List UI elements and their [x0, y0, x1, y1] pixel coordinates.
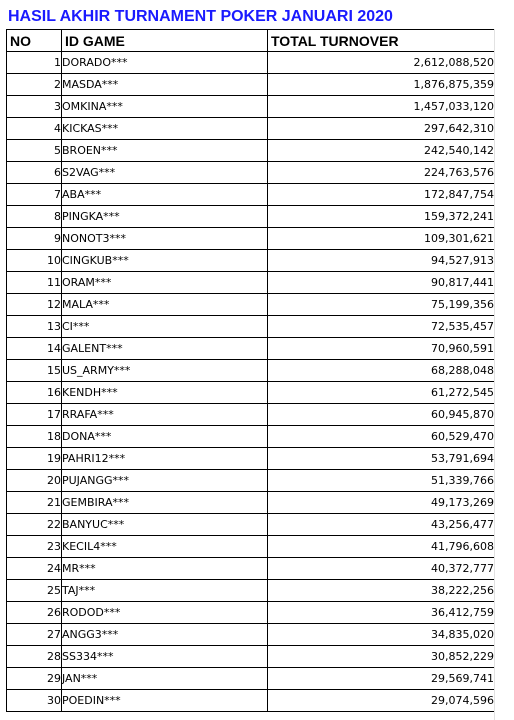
table-row	[7, 74, 495, 96]
id-game-cell[interactable]: BROEN***	[62, 140, 268, 162]
id-game-cell[interactable]: MALA***	[62, 294, 268, 316]
turnover-cell[interactable]: 29,074,596	[268, 690, 495, 712]
id-game-cell[interactable]: KICKAS***	[62, 118, 268, 140]
rank-cell[interactable]: 15	[7, 360, 62, 382]
id-game-cell[interactable]: PUJANGG***	[62, 470, 268, 492]
turnover-cell[interactable]: 94,527,913	[268, 250, 495, 272]
table-row	[7, 382, 495, 404]
id-game-cell[interactable]: PINGKA***	[62, 206, 268, 228]
id-game-cell[interactable]: ANGG3***	[62, 624, 268, 646]
table-row	[7, 690, 495, 712]
id-game-cell[interactable]: KECIL4***	[62, 536, 268, 558]
turnover-cell[interactable]: 36,412,759	[268, 602, 495, 624]
rank-cell[interactable]: 12	[7, 294, 62, 316]
turnover-cell[interactable]: 75,199,356	[268, 294, 495, 316]
turnover-cell[interactable]: 242,540,142	[268, 140, 495, 162]
table-row	[7, 118, 495, 140]
rank-cell[interactable]: 7	[7, 184, 62, 206]
table-row	[7, 360, 495, 382]
id-game-cell[interactable]: RRAFA***	[62, 404, 268, 426]
rank-cell[interactable]: 19	[7, 448, 62, 470]
table-row	[7, 206, 495, 228]
rank-cell[interactable]: 2	[7, 74, 62, 96]
rank-cell[interactable]: 29	[7, 668, 62, 690]
turnover-cell[interactable]: 159,372,241	[268, 206, 495, 228]
id-game-cell[interactable]: OMKINA***	[62, 96, 268, 118]
turnover-cell[interactable]: 30,852,229	[268, 646, 495, 668]
table-row	[7, 250, 495, 272]
table-row	[7, 448, 495, 470]
turnover-cell[interactable]: 297,642,310	[268, 118, 495, 140]
turnover-cell[interactable]: 90,817,441	[268, 272, 495, 294]
rank-cell[interactable]: 25	[7, 580, 62, 602]
turnover-cell[interactable]: 60,945,870	[268, 404, 495, 426]
id-game-cell[interactable]: SS334***	[62, 646, 268, 668]
table-row	[7, 140, 495, 162]
turnover-cell[interactable]: 2,612,088,520	[268, 52, 495, 74]
turnover-cell[interactable]: 40,372,777	[268, 558, 495, 580]
table-row	[7, 52, 495, 74]
turnover-cell[interactable]: 68,288,048	[268, 360, 495, 382]
turnover-cell[interactable]: 1,457,033,120	[268, 96, 495, 118]
table-body	[7, 52, 495, 712]
rank-cell[interactable]: 17	[7, 404, 62, 426]
rank-cell[interactable]: 6	[7, 162, 62, 184]
table-row	[7, 492, 495, 514]
id-game-cell[interactable]: BANYUC***	[62, 514, 268, 536]
table-row	[7, 536, 495, 558]
turnover-cell[interactable]: 34,835,020	[268, 624, 495, 646]
sheet-title: HASIL AKHIR TURNAMENT POKER JANUARI 2020	[8, 8, 393, 25]
id-game-cell[interactable]: GALENT***	[62, 338, 268, 360]
rank-cell[interactable]: 4	[7, 118, 62, 140]
turnover-cell[interactable]: 49,173,269	[268, 492, 495, 514]
table-row	[7, 162, 495, 184]
header-id-game[interactable]: ID GAME	[62, 30, 268, 52]
turnover-cell[interactable]: 109,301,621	[268, 228, 495, 250]
id-game-cell[interactable]: TAJ***	[62, 580, 268, 602]
turnover-cell[interactable]: 172,847,754	[268, 184, 495, 206]
table-row	[7, 96, 495, 118]
rank-cell[interactable]: 16	[7, 382, 62, 404]
table-row	[7, 602, 495, 624]
table-row	[7, 294, 495, 316]
turnover-cell[interactable]: 60,529,470	[268, 426, 495, 448]
id-game-cell[interactable]: KENDH***	[62, 382, 268, 404]
turnover-cell[interactable]: 1,876,875,359	[268, 74, 495, 96]
rank-cell[interactable]: 23	[7, 536, 62, 558]
rank-cell[interactable]: 24	[7, 558, 62, 580]
rank-cell[interactable]: 30	[7, 690, 62, 712]
table-row	[7, 646, 495, 668]
header-total-turnover[interactable]: TOTAL TURNOVER	[268, 30, 495, 52]
rank-cell[interactable]: 8	[7, 206, 62, 228]
rank-cell[interactable]: 27	[7, 624, 62, 646]
id-game-cell[interactable]: S2VAG***	[62, 162, 268, 184]
rank-cell[interactable]: 21	[7, 492, 62, 514]
id-game-cell[interactable]: MASDA***	[62, 74, 268, 96]
table-row	[7, 668, 495, 690]
table-row	[7, 580, 495, 602]
turnover-cell[interactable]: 29,569,741	[268, 668, 495, 690]
table-row	[7, 558, 495, 580]
id-game-cell[interactable]: NONOT3***	[62, 228, 268, 250]
turnover-table	[6, 29, 495, 712]
id-game-cell[interactable]: POEDIN***	[62, 690, 268, 712]
table-row	[7, 338, 495, 360]
rank-cell[interactable]: 18	[7, 426, 62, 448]
turnover-cell[interactable]: 61,272,545	[268, 382, 495, 404]
turnover-cell[interactable]: 38,222,256	[268, 580, 495, 602]
header-row	[7, 30, 495, 52]
rank-cell[interactable]: 9	[7, 228, 62, 250]
rank-cell[interactable]: 20	[7, 470, 62, 492]
table-row	[7, 316, 495, 338]
id-game-cell[interactable]: RODOD***	[62, 602, 268, 624]
id-game-cell[interactable]: MR***	[62, 558, 268, 580]
turnover-cell[interactable]: 43,256,477	[268, 514, 495, 536]
table-row	[7, 426, 495, 448]
id-game-cell[interactable]: PAHRI12***	[62, 448, 268, 470]
header-no[interactable]: NO	[7, 30, 62, 52]
rank-cell[interactable]: 3	[7, 96, 62, 118]
id-game-cell[interactable]: ABA***	[62, 184, 268, 206]
rank-cell[interactable]: 14	[7, 338, 62, 360]
id-game-cell[interactable]: CI***	[62, 316, 268, 338]
id-game-cell[interactable]: DORADO***	[62, 52, 268, 74]
rank-cell[interactable]: 5	[7, 140, 62, 162]
table-row	[7, 184, 495, 206]
id-game-cell[interactable]: US_ARMY***	[62, 360, 268, 382]
id-game-cell[interactable]: ORAM***	[62, 272, 268, 294]
turnover-cell[interactable]: 224,763,576	[268, 162, 495, 184]
rank-cell[interactable]: 22	[7, 514, 62, 536]
turnover-cell[interactable]: 53,791,694	[268, 448, 495, 470]
turnover-cell[interactable]: 72,535,457	[268, 316, 495, 338]
table-row	[7, 514, 495, 536]
table-row	[7, 624, 495, 646]
table-row	[7, 272, 495, 294]
id-game-cell[interactable]: DONA***	[62, 426, 268, 448]
id-game-cell[interactable]: JAN***	[62, 668, 268, 690]
rank-cell[interactable]: 26	[7, 602, 62, 624]
table-row	[7, 228, 495, 250]
table-row	[7, 404, 495, 426]
sheet-gridline	[494, 29, 495, 720]
id-game-cell[interactable]: CINGKUB***	[62, 250, 268, 272]
turnover-cell[interactable]: 41,796,608	[268, 536, 495, 558]
table-row	[7, 470, 495, 492]
rank-cell[interactable]: 28	[7, 646, 62, 668]
id-game-cell[interactable]: GEMBIRA***	[62, 492, 268, 514]
rank-cell[interactable]: 1	[7, 52, 62, 74]
rank-cell[interactable]: 10	[7, 250, 62, 272]
rank-cell[interactable]: 13	[7, 316, 62, 338]
rank-cell[interactable]: 11	[7, 272, 62, 294]
turnover-cell[interactable]: 51,339,766	[268, 470, 495, 492]
turnover-cell[interactable]: 70,960,591	[268, 338, 495, 360]
